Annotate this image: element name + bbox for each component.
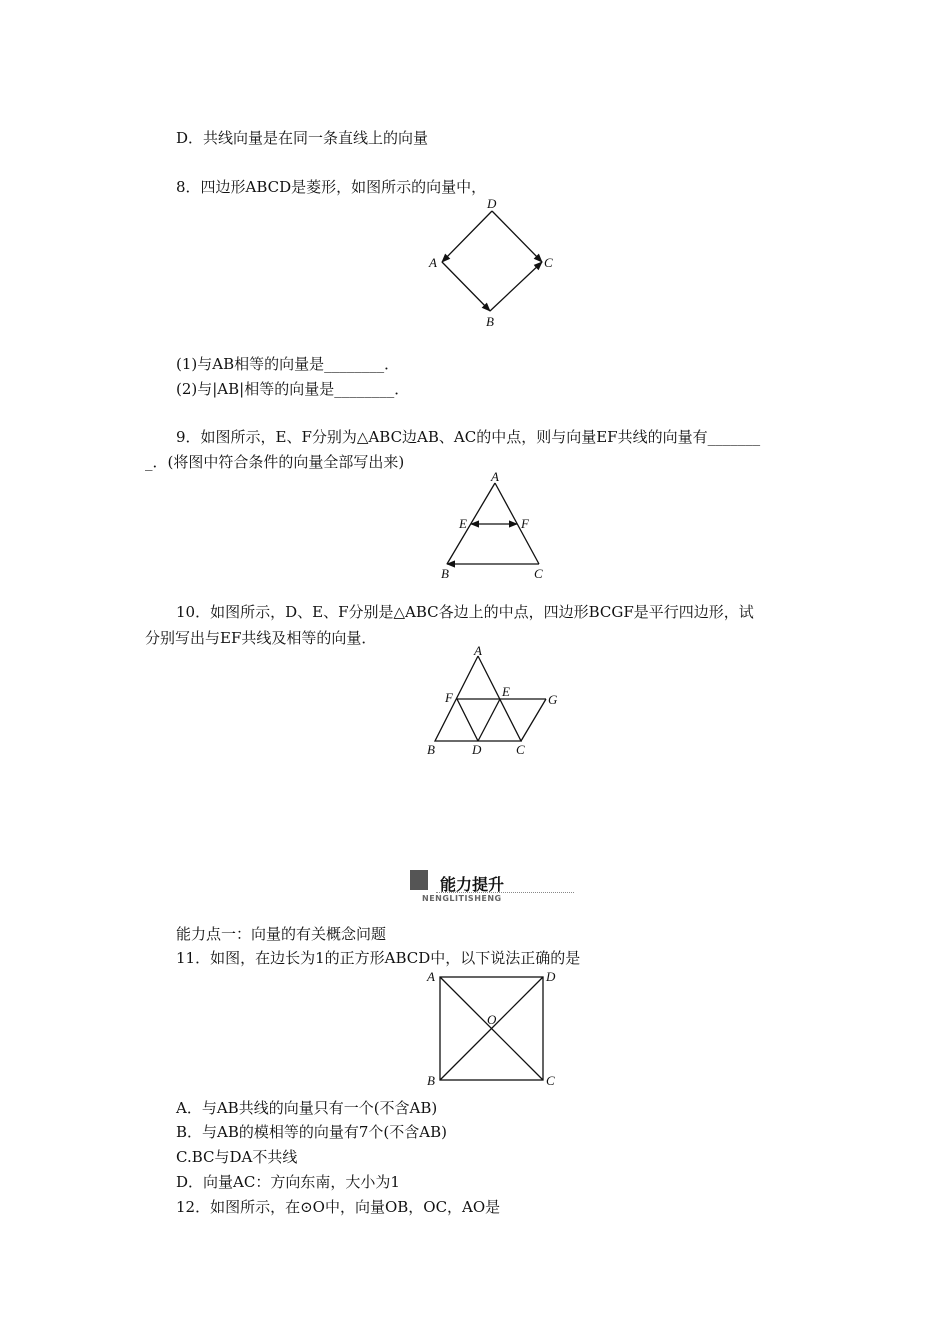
label-c: C (546, 1073, 555, 1088)
label-b: B (427, 1073, 435, 1088)
label-a: A (491, 469, 499, 484)
label-c: C (534, 566, 543, 581)
square-figure (420, 965, 570, 1090)
label-d: D (546, 969, 556, 984)
label-d: D (472, 742, 482, 757)
banner-divider (436, 892, 574, 893)
question-11-text: 11．如图，在边长为1的正方形ABCD中，以下说法正确的是 (176, 949, 581, 967)
label-b: B (486, 314, 494, 329)
label-b: B (441, 566, 449, 581)
rhombus-figure (420, 195, 560, 335)
label-c: C (544, 255, 553, 270)
label-o: O (487, 1012, 497, 1027)
label-e: E (459, 516, 467, 531)
triangle-ef-figure (430, 468, 560, 586)
label-g: G (548, 692, 558, 707)
question-8-part-1: (1)与AB相等的向量是________． (176, 355, 400, 373)
label-f: F (521, 516, 529, 531)
label-f: F (445, 690, 453, 705)
option-a-text: A．与AB共线的向量只有一个(不含AB) (176, 1099, 438, 1117)
triangle-parallelogram-figure (420, 640, 570, 762)
label-b: B (427, 742, 435, 757)
question-10-text: 10．如图所示，D、E、F分别是△ABC各边上的中点，四边形BCGF是平行四边形，试 (176, 603, 754, 621)
label-a: A (429, 255, 437, 270)
ability-point-heading: 能力点一：向量的有关概念问题 (176, 925, 387, 943)
option-d-text: D．共线向量是在同一条直线上的向量 (176, 129, 429, 147)
option-b-text: B．与AB的模相等的向量有7个(不含AB) (176, 1123, 447, 1141)
section-banner (410, 870, 575, 906)
option-c-text: C.BC与DA不共线 (176, 1148, 298, 1166)
label-a: A (427, 969, 435, 984)
question-9-text-cont: _．(将图中符合条件的向量全部写出来) (145, 453, 405, 471)
banner-subtitle: NENGLITISHENG (422, 894, 502, 903)
label-a: A (474, 643, 482, 658)
question-12-text: 12．如图所示，在⊙O中，向量OB，OC，AO是 (176, 1198, 501, 1216)
label-e: E (502, 684, 510, 699)
label-d: D (487, 196, 497, 211)
question-8-text: 8．四边形ABCD是菱形，如图所示的向量中， (176, 178, 487, 196)
question-9-text: 9．如图所示，E、F分别为△ABC边AB、AC的中点，则与向量EF共线的向量有_______ (176, 428, 761, 446)
label-c: C (516, 742, 525, 757)
banner-logo-icon (410, 870, 428, 890)
banner-title: 能力提升 (440, 875, 505, 894)
question-10-text-cont: 分别写出与EF共线及相等的向量． (145, 629, 377, 647)
option-d-text-11: D．向量AC：方向东南，大小为1 (176, 1173, 400, 1191)
question-8-part-2: (2)与|AB|相等的向量是________． (176, 380, 410, 398)
